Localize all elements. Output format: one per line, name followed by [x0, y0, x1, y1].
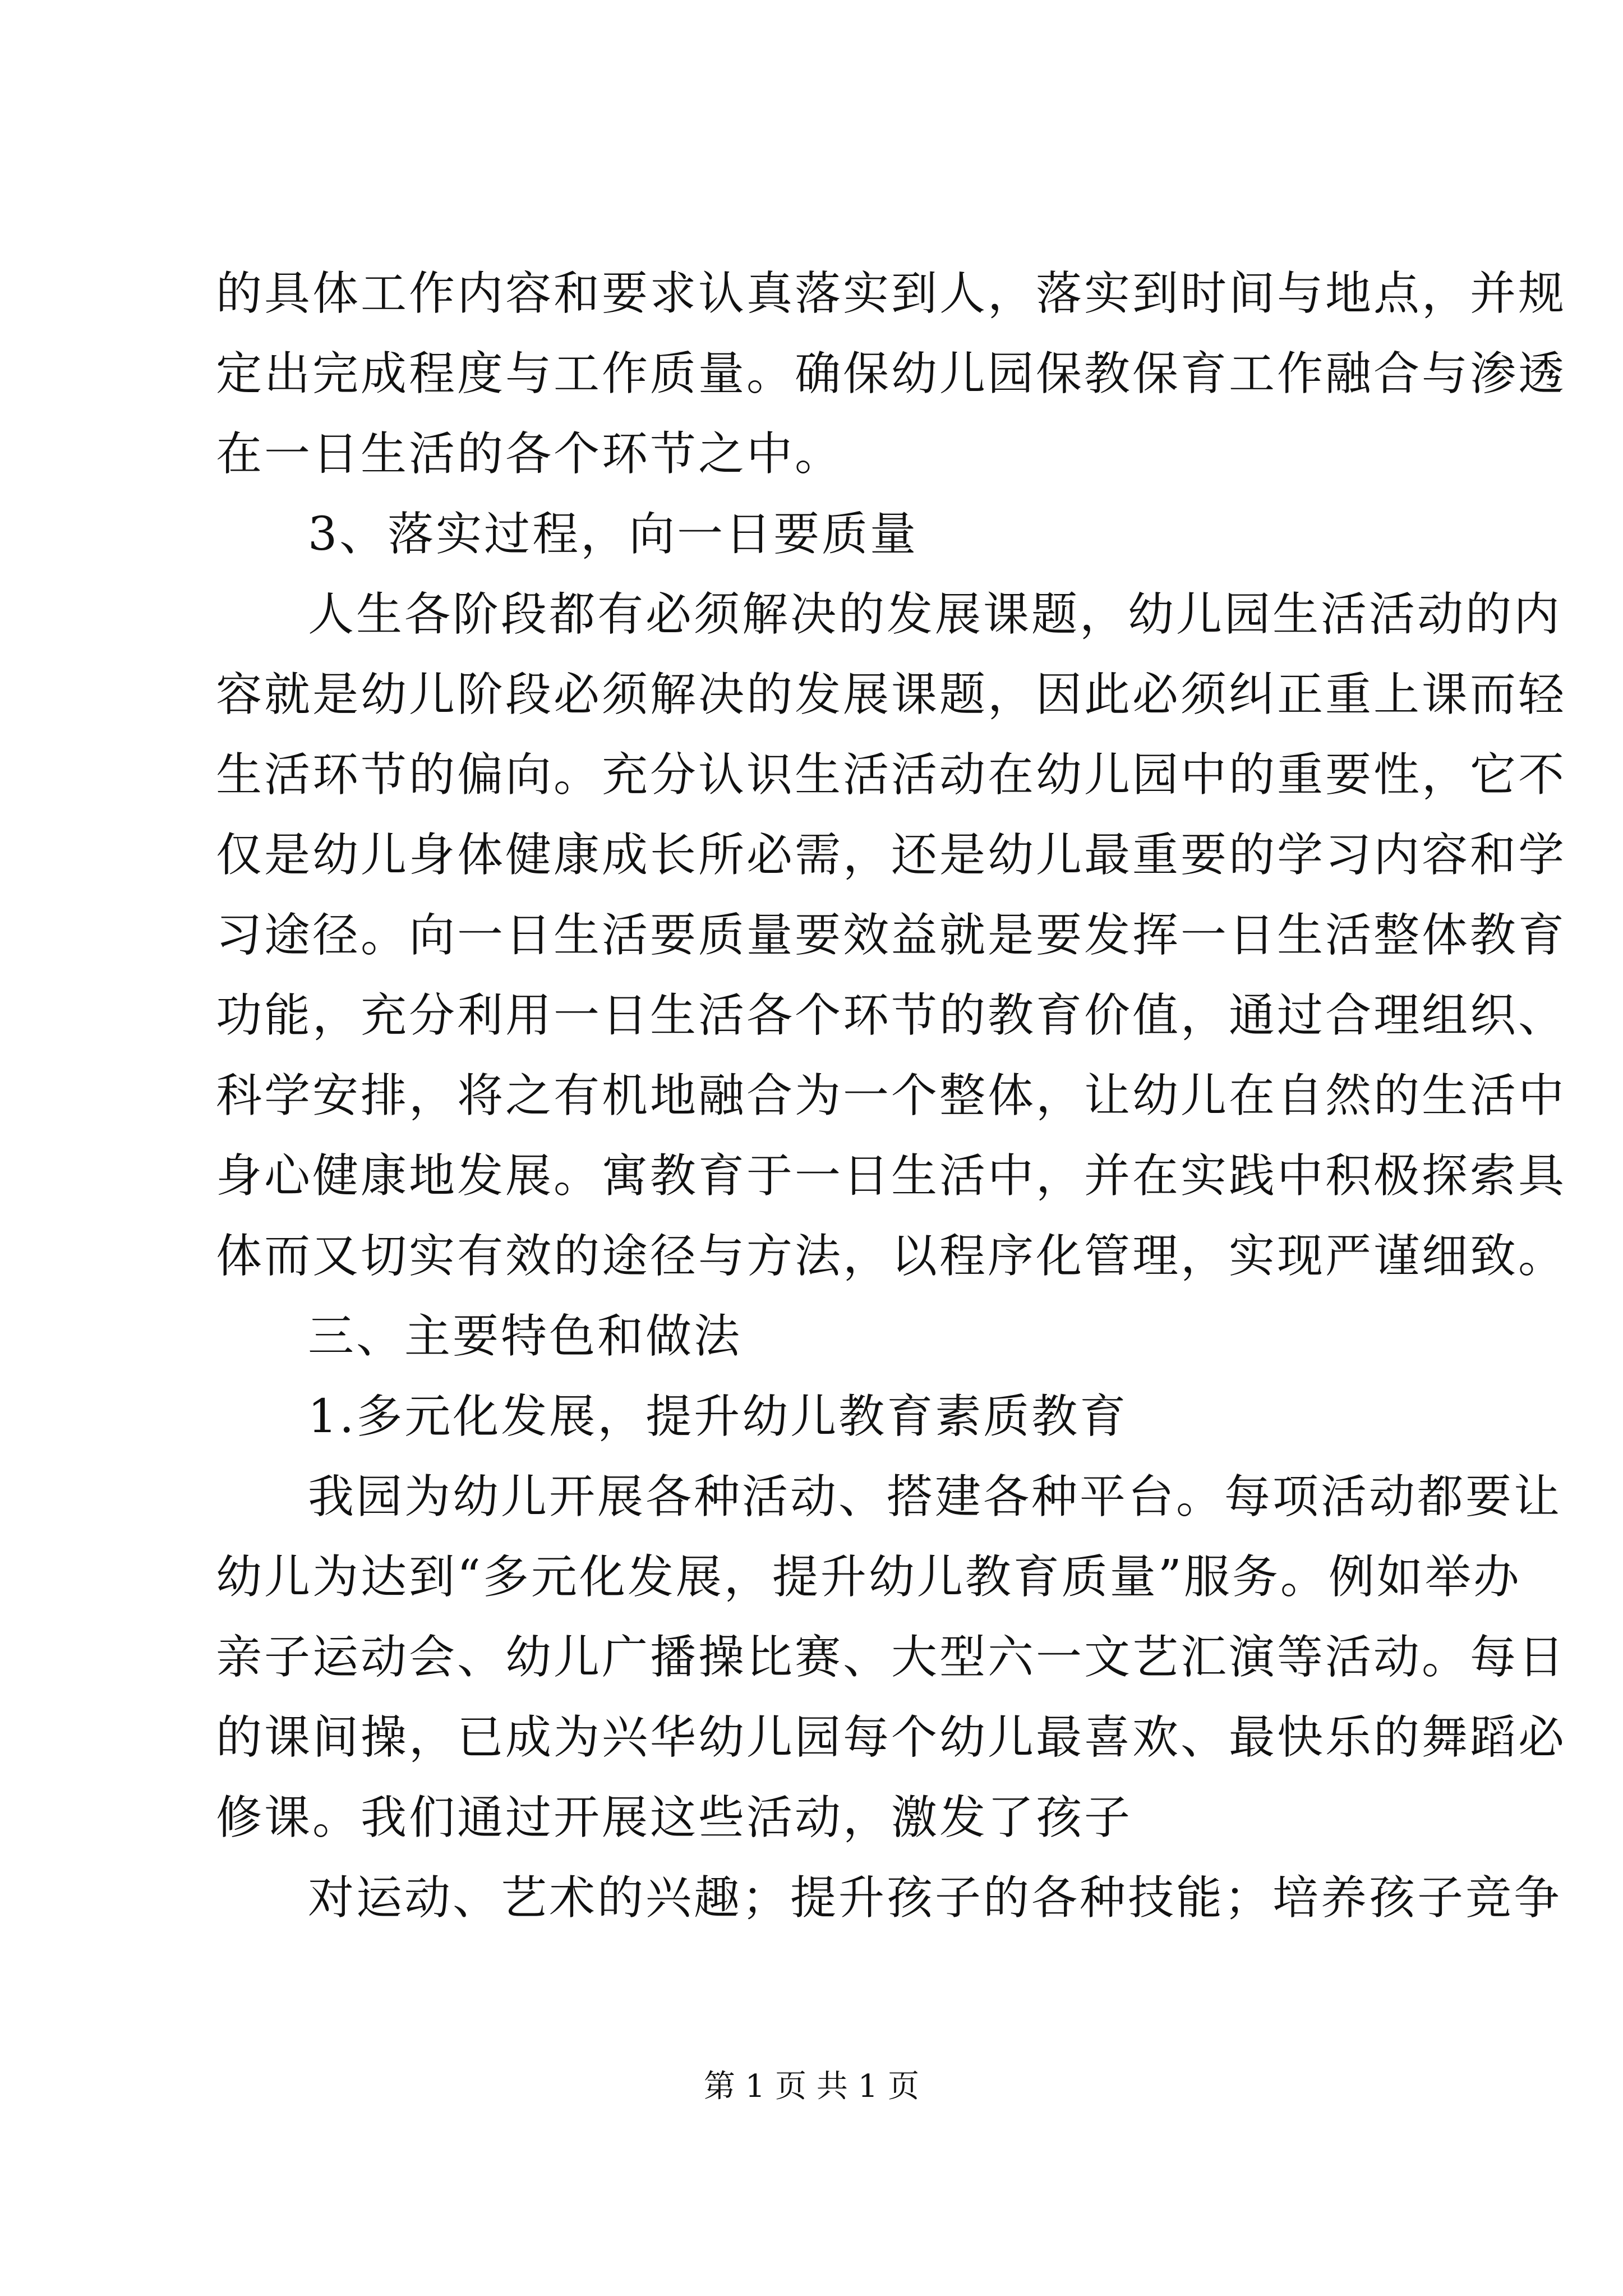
- body-line: 定出完成程度与工作质量。确保幼儿园保教保育工作融合与渗透: [216, 347, 1567, 401]
- section-heading: 三、主要特色和做法: [308, 1310, 743, 1363]
- body-line: 容就是幼儿阶段必须解决的发展课题，因此必须纠正重上课而轻: [216, 668, 1567, 721]
- body-line: 我园为幼儿开展各种活动、搭建各种平台。每项活动都要让: [308, 1470, 1562, 1524]
- body-line: 的课间操，已成为兴华幼儿园每个幼儿最喜欢、最快乐的舞蹈必: [216, 1711, 1567, 1764]
- body-line: 身心健康地发展。寓教育于一日生活中，并在实践中积极探索具: [216, 1149, 1567, 1203]
- document-body: [216, 254, 1567, 1938]
- body-line: 在一日生活的各个环节之中。: [216, 427, 843, 481]
- body-line: 人生各阶段都有必须解决的发展课题，幼儿园生活活动的内: [308, 588, 1562, 641]
- body-line: 的具体工作内容和要求认真落实到人，落实到时间与地点，并规: [216, 267, 1567, 320]
- body-line: 幼儿为达到“多元化发展，提升幼儿教育质量”服务。例如举办: [216, 1550, 1521, 1604]
- body-line: 仅是幼儿身体健康成长所必需，还是幼儿最重要的学习内容和学: [216, 829, 1567, 882]
- body-line: 修课。我们通过开展这些活动，激发了孩子: [216, 1791, 1133, 1844]
- section-heading: 1.多元化发展，提升幼儿教育素质教育: [308, 1390, 1128, 1443]
- body-line: 亲子运动会、幼儿广播操比赛、大型六一文艺汇演等活动。每日: [216, 1631, 1567, 1684]
- body-line: 对运动、艺术的兴趣；提升孩子的各种技能；培养孩子竞争: [308, 1871, 1562, 1925]
- body-line: 习途径。向一日生活要质量要效益就是要发挥一日生活整体教育: [216, 909, 1567, 962]
- page-number-footer: 第 1 页 共 1 页: [703, 2068, 920, 2105]
- body-line: 功能，充分利用一日生活各个环节的教育价值，通过合理组织、: [216, 989, 1567, 1042]
- section-heading: 3、落实过程，向一日要质量: [308, 508, 919, 561]
- body-line: 体而又切实有效的途径与方法，以程序化管理，实现严谨细致。: [216, 1230, 1567, 1283]
- body-line: 生活环节的偏向。充分认识生活活动在幼儿园中的重要性，它不: [216, 748, 1567, 802]
- body-line: 科学安排，将之有机地融合为一个整体，让幼儿在自然的生活中: [216, 1069, 1567, 1122]
